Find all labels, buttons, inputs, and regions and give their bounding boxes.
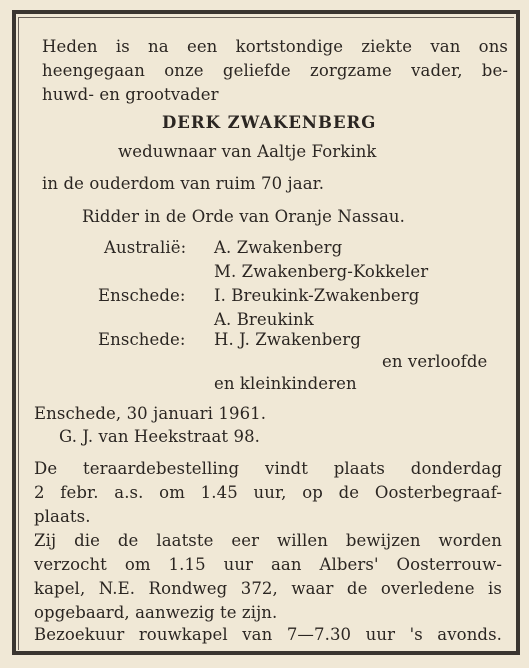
funeral-line-1: De teraardebestelling vindt plaats donderdag: [34, 459, 502, 478]
deceased-name: DERK ZWAKENBERG: [162, 113, 377, 132]
family-place-5: Enschede:: [98, 330, 186, 349]
tribute-line-2: verzocht om 1.15 uur aan Albers' Oosterrouw-: [34, 555, 502, 574]
intro-line-3: huwd- en grootvader: [42, 85, 219, 104]
street-line: G. J. van Heekstraat 98.: [59, 427, 261, 446]
family-place-1: Australië:: [104, 238, 187, 257]
family-name-1: A. Zwakenberg: [214, 238, 343, 257]
age-line: in de ouderdom van ruim 70 jaar.: [42, 174, 325, 193]
tribute-line-1: Zij die de laatste eer willen bewijzen worden: [34, 531, 502, 550]
tribute-line-4: opgebaard, aanwezig te zijn.: [34, 603, 278, 622]
honor-line: Ridder in de Orde van Oranje Nassau.: [82, 207, 405, 226]
intro-line-2: heengegaan onze geliefde zorgzame vader, be-: [42, 61, 508, 80]
family-name-3: I. Breukink-Zwakenberg: [214, 286, 420, 305]
grandchildren-line: en kleinkinderen: [214, 374, 357, 393]
funeral-line-3: plaats.: [34, 507, 91, 526]
funeral-line-2: 2 febr. a.s. om 1.45 uur, op de Oosterbegraaf-: [34, 483, 502, 502]
city-date-line: Enschede, 30 januari 1961.: [34, 404, 267, 423]
family-name-2: M. Zwakenberg-Kokkeler: [214, 262, 429, 281]
family-place-3: Enschede:: [98, 286, 186, 305]
widower-line: weduwnaar van Aaltje Forkink: [118, 142, 377, 161]
visiting-hours-line: Bezoekuur rouwkapel van 7—7.30 uur 's avonds.: [34, 625, 502, 644]
intro-line-1: Heden is na een kortstondige ziekte van ons: [42, 37, 508, 56]
tribute-line-3: kapel, N.E. Rondweg 372, waar de overledene is: [34, 579, 502, 598]
family-name-5: H. J. Zwakenberg: [214, 330, 361, 349]
family-name-4: A. Breukink: [214, 310, 314, 329]
fiancee-line: en verloofde: [382, 352, 488, 371]
